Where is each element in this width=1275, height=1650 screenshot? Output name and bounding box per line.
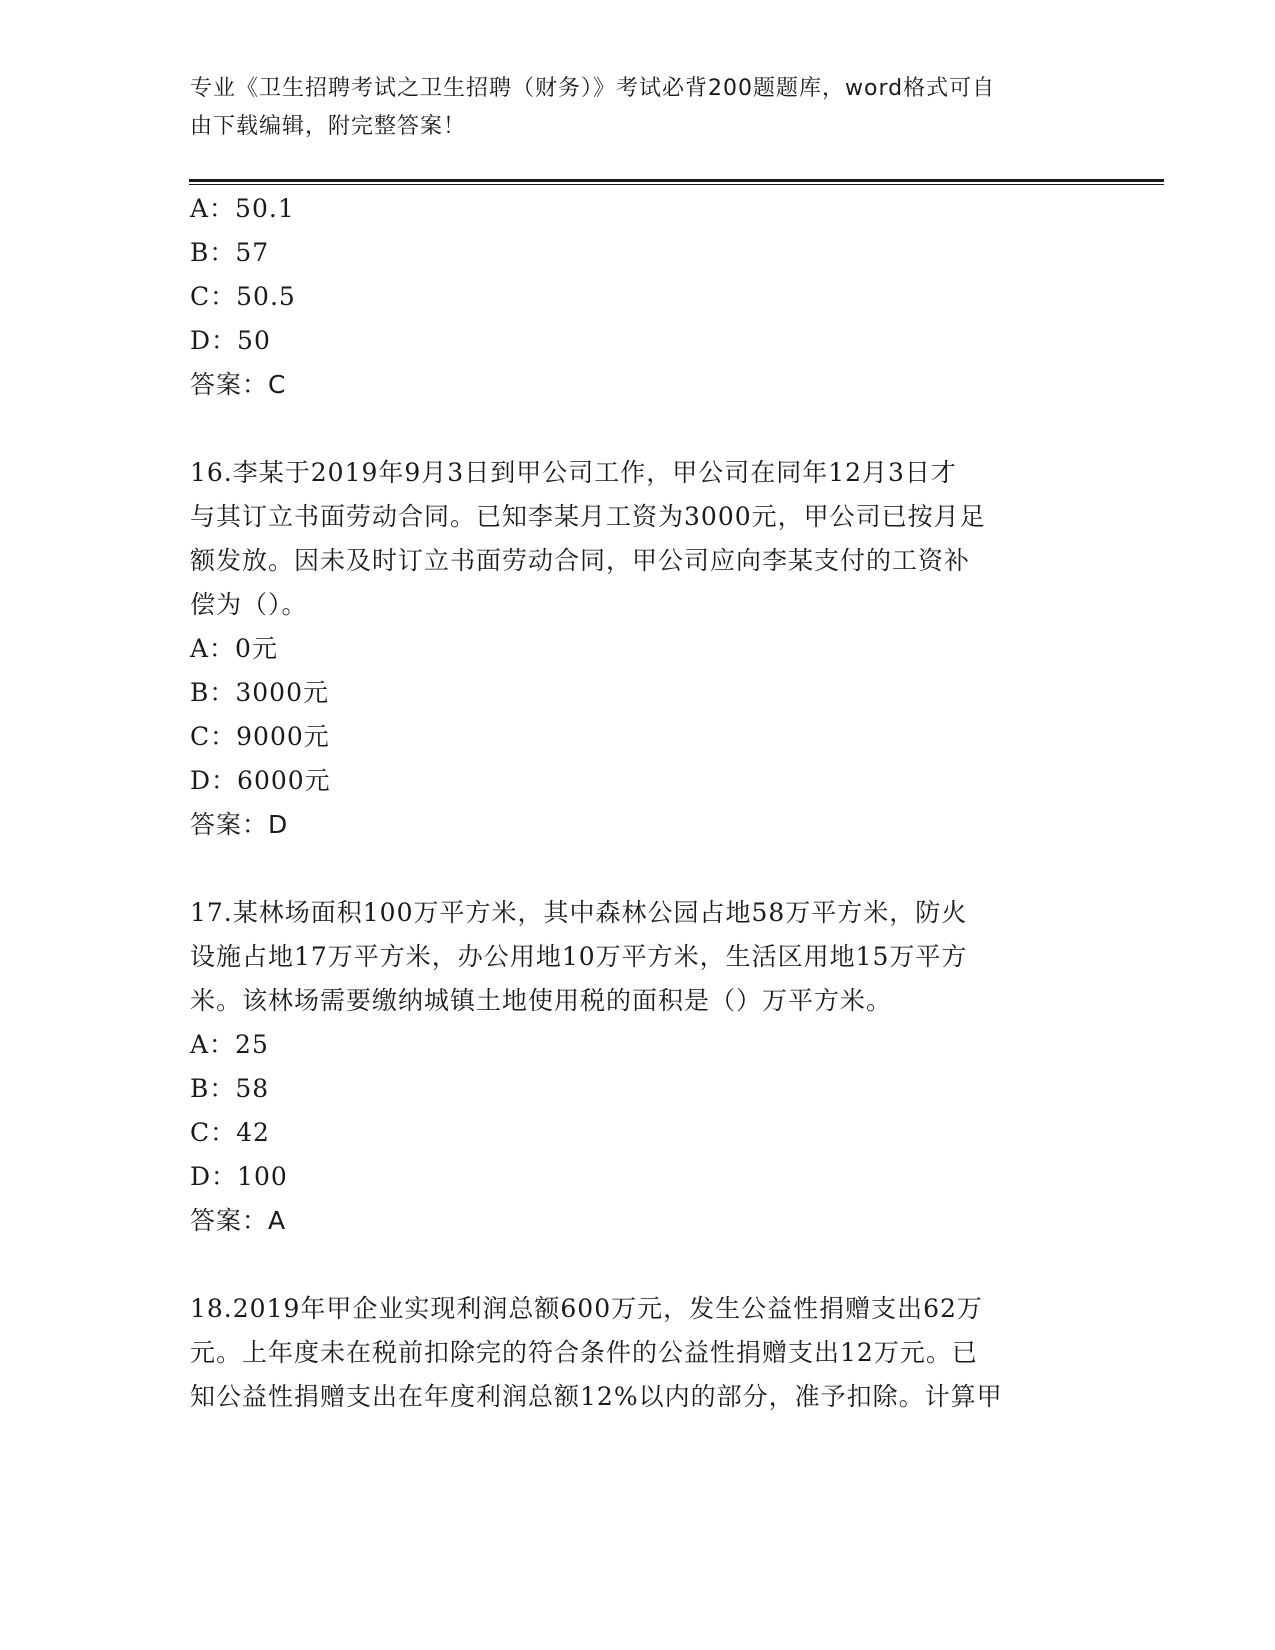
question-17-option-c: C：42: [190, 1118, 270, 1147]
question-17-line-2: 设施占地17万平方米，办公用地10万平方米，生活区用地15万平方: [190, 942, 968, 971]
question-18-line-1: 18.2019年甲企业实现利润总额600万元，发生公益性捐赠支出62万: [190, 1294, 983, 1323]
question-16-line-4: 偿为（）。: [190, 590, 308, 619]
question-16-line-3: 额发放。因未及时订立书面劳动合同，甲公司应向李某支付的工资补: [190, 546, 971, 575]
question-17-option-d: D：100: [190, 1162, 288, 1191]
header-rule-thin: [189, 184, 1164, 185]
question-17-answer: 答案：A: [190, 1206, 287, 1235]
header-title-line-1: 专业《卫生招聘考试之卫生招聘（财务）》考试必背200题题库，word格式可自: [190, 76, 996, 101]
question-17-line-3: 米。该林场需要缴纳城镇土地使用税的面积是（）万平方米。: [190, 986, 893, 1015]
question-17-option-b: B：58: [190, 1074, 270, 1103]
header-rule-thick: [189, 179, 1164, 182]
question-16-line-1: 16.李某于2019年9月3日到甲公司工作，甲公司在同年12月3日才: [190, 458, 957, 487]
question-18-line-2: 元。上年度未在税前扣除完的符合条件的公益性捐赠支出12万元。已: [190, 1338, 978, 1367]
header-title-line-2: 由下载编辑，附完整答案！: [190, 114, 467, 139]
prev-question-option-c: C：50.5: [190, 282, 296, 311]
question-16-option-c: C：9000元: [190, 722, 330, 751]
question-18-line-3: 知公益性捐赠支出在年度利润总额12%以内的部分，准予扣除。计算甲: [190, 1382, 1003, 1411]
question-17-line-1: 17.某林场面积100万平方米，其中森林公园占地58万平方米，防火: [190, 898, 968, 927]
question-17-option-a: A：25: [190, 1030, 269, 1059]
question-16-line-2: 与其订立书面劳动合同。已知李某月工资为3000元，甲公司已按月足: [190, 502, 986, 531]
question-16-option-d: D：6000元: [190, 766, 331, 795]
prev-question-option-a: A：50.1: [190, 194, 295, 223]
question-16-answer: 答案：D: [190, 810, 289, 839]
document-header: [190, 70, 1080, 146]
question-16-option-b: B：3000元: [190, 678, 329, 707]
question-16-option-a: A：0元: [190, 634, 278, 663]
prev-question-option-b: B：57: [190, 238, 270, 267]
prev-question-option-d: D：50: [190, 326, 271, 355]
prev-question-answer: 答案：C: [190, 370, 287, 399]
